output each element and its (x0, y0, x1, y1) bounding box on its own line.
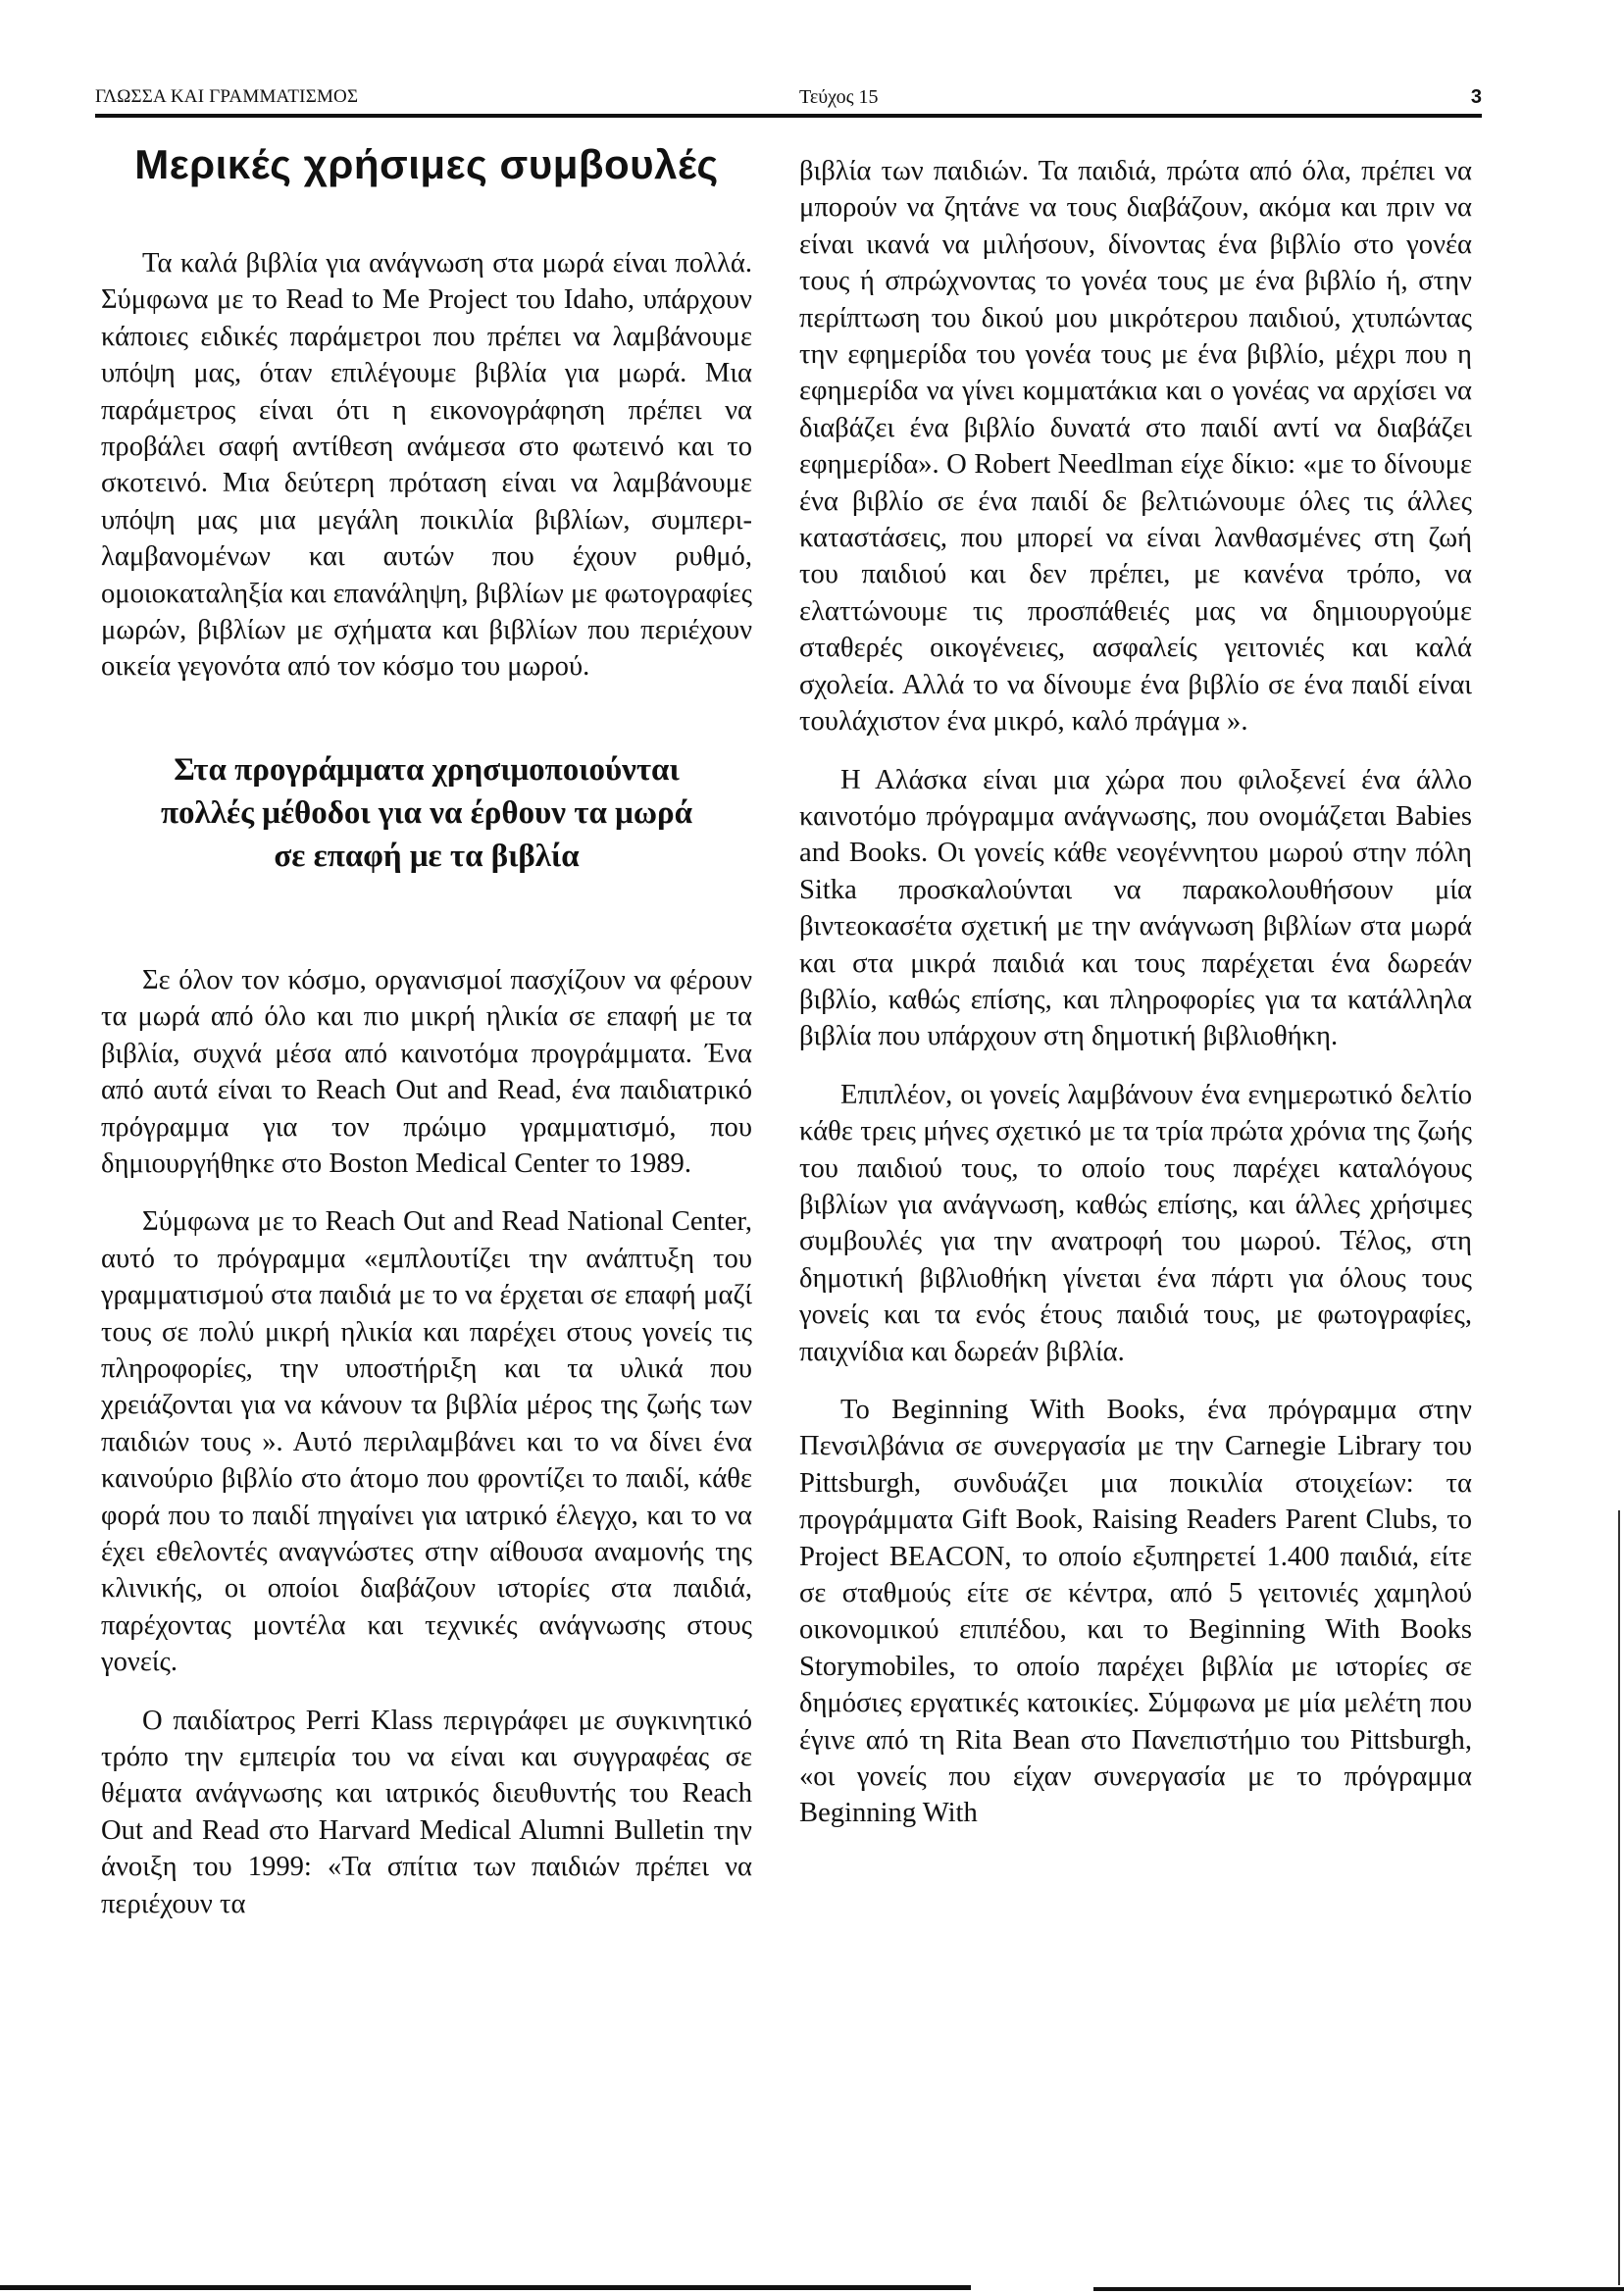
title-line: σε επαφή με τα βιβλία (274, 838, 580, 874)
title-line: Στα προγράμματα χρησιμοποιούνται (174, 751, 680, 788)
paragraph: Το Beginning With Books, ένα πρόγραμμα στην Πενσιλβάνια σε συνεργασία με την Carnegie Library του Pittsburgh, συνδυάζει μια ποικιλία στοιχείων: τα προγράμματα Gift Book, Raising Readers Parent Clubs, το Project BEACON, το οποίο εξυπηρετεί 1.400 παιδιά, είτε σε σταθμούς είτε σε κέντρα, από 5 γειτονιές χαμηλού οικονομικού επιπέδου, και το Beginning With Books Storymobiles, το οποίο παρέχει βιβλία με ιστορίες σε δημόσιες εργατικές κατοικίες. Σύμφωνα με μία μελέτη που έγινε από τη Rita Bean στο Πανεπιστήμιο του Pittsburgh, «οι γονείς που είχαν συνεργασία με το πρόγραμμα Beginning With (799, 1395, 1472, 1829)
paragraph: Η Αλάσκα είναι μια χώρα που φιλοξενεί ένα άλλο καινοτόμο πρόγραμμα ανάγνωσης, που ονομάζεται Babies and Books. Οι γονείς κάθε νεογέννητου μωρού στην πόλη Sitka προσκαλούνται να παρακολουθήσουν μία βιντεοκασέτα σχετική με την ανάγνωση βιβλίων στα μωρά και στα μικρά παιδιά και τους παρέχεται ένα δωρεάν βιβλίο, καθώς επίσης, και πληροφορίες για τα κατάλληλα βιβλία που υπάρχουν στη δημοτική βιβλιοθήκη. (799, 764, 1472, 1052)
right-column (799, 153, 1472, 1832)
paragraph: Τα καλά βιβλία για ανάγνωση στα μωρά είναι πολλά. Σύμφωνα με το Read to Me Project του Idaho, υπάρχουν κάποιες ειδικές παράμετροι που πρέπει να λαμβάνουμε υπόψη μας, όταν επιλέγουμε βιβλία για μωρά. Μια παράμετρος είναι ότι η εικονογράφηση πρέπει να προβάλει σαφή αντίθεση ανάμεσα στο φωτεινό και το σκοτεινό. Μια δεύτερη πρόταση είναι να λαμβάνουμε υπόψη μας μια μεγάλη ποικιλία βιβλίων, συμπεριλαμβανομένων και αυτών που έχουν ρυθμό, ομοιοκαταληξία και επανάληψη, βιβλίων με φωτογραφίες μωρών, βιβλίων με σχήματα και βιβλίων που περιέχουν οικεία γεγονότα από τον κόσμο του μωρού. (101, 248, 752, 683)
title-line: πολλές μέθοδοι για να έρθουν τα μωρά (160, 794, 693, 831)
article-title-programs (101, 748, 752, 878)
paragraph: Σύμφωνα με το Reach Out and Read National Center, αυτό το πρόγραμμα «εμπλουτίζει την ανάπτυξη του γραμματισμού στα παιδιά με το να έρχεται σε επαφή μαζί τους σε πολύ μικρή ηλικία και παρέχει στους γονείς τις πληροφορίες, την υποστήριξη και τα υλικά που χρειάζονται για να κάνουν τα βιβλία μέρος της ζωής των παιδιών τους ». Αυτό περιλαμβάνει και το να δίνει ένα καινούριο βιβλίο στο άτομο που φροντίζει το παιδί, κάθε φορά που το παιδί πηγαίνει για ιατρικό έλεγχο, και το να έχει εθελοντές αναγνώστες στην αίθουσα αναμονής της κλινικής, οι οποίοι διαβάζουν ιστορίες στα παιδιά, παρέχοντας μοντέλα και τεχνικές ανάγνωσης στους γονείς. (101, 1206, 752, 1678)
running-header (95, 86, 1482, 116)
scan-edge (1618, 1510, 1620, 2285)
paragraph: Ο παιδίατρος Perri Klass περιγράφει με συγκινητικό τρόπο την εμπειρία του να είναι και συγγραφέας σε θέματα ανάγνωσης και ιατρικός διευθυντής του Reach Out and Read στο Harvard Medical Alumni Bulletin την άνοιξη του 1999: «Τα σπίτια των παιδιών πρέπει να περιέχουν τα (101, 1705, 752, 1919)
left-column (101, 137, 752, 1922)
article-title-tips: Μερικές χρήσιμες συμβουλές (134, 141, 719, 187)
paragraph-continued: βιβλία των παιδιών. Τα παιδιά, πρώτα από όλα, πρέπει να μπορούν να ζητάνε να τους διαβάζουν, ακόμα και πριν να είναι ικανά να μιλήσουν, δίνοντας ένα βιβλίο στο γονέα τους ή σπρώχνοντας το γονέα τους με ένα βιβλίο ή, στην περίπτωση του δικού μου μικρότερου παιδιού, χτυπώντας την εφημερίδα του γονέα τους με ένα βιβλίο, μέχρι που η εφημερίδα να γίνει κομματάκια και ο γονέας να αρχίσει να διαβάζει ένα βιβλίο δυνατά στο παιδί αντί να διαβάζει εφημερίδα». Ο Robert Needlman είχε δίκιο: «με το δίνουμε ένα βιβλίο σε ένα παιδί δε βελτιώνουμε όλες τις άλλες καταστάσεις, που μπορεί να είναι λανθασμένες στη ζωή του παιδιού και δεν πρέπει, με κανένα τρόπο, να ελαττώνουμε τις προσπάθειές μας να δημιουργούμε σταθερές οικογένειες, ασφαλείς γειτονιές και καλά σχολεία. Αλλά το να δίνουμε ένα βιβλίο σε ένα παιδί είναι τουλάχιστον ένα μικρό, καλό πράγμα ». (799, 156, 1472, 738)
header-rule (95, 114, 1482, 118)
page-number: 3 (1470, 86, 1482, 108)
journal-title: ΓΛΩΣΣΑ ΚΑΙ ΓΡΑΜΜΑΤΙΣΜΟΣ (95, 86, 359, 107)
scan-bottom-edge (0, 2285, 971, 2290)
issue-number: Τεύχος 15 (799, 86, 879, 108)
paragraph: Σε όλον τον κόσμο, οργανισμοί πασχίζουν να φέρουν τα μωρά από όλο και πιο μικρή ηλικία σε επαφή με τα βιβλία, συχνά μέσα από καινοτόμα προγράμματα. Ένα από αυτά είναι το Reach Out and Read, ένα παιδιατρικό πρόγραμμα για τον πρώιμο γραμματισμό, που δημιουργήθηκε στο Boston Medical Center το 1989. (101, 964, 752, 1179)
paragraph: Επιπλέον, οι γονείς λαμβάνουν ένα ενημερωτικό δελτίο κάθε τρεις μήνες σχετικό με τα τρία πρώτα χρόνια της ζωής του παιδιού τους, το οποίο τους παρέχει καταλόγους βιβλίων για ανάγνωση, καθώς επίσης, και άλλες χρήσιμες συμβουλές για την ανατροφή του μωρού. Τέλος, στη δημοτική βιβλιοθήκη γίνεται ένα πάρτι για όλους τους γονείς και τα ενός έτους παιδιά τους, με φωτογραφίες, παιχνίδια και δωρεάν βιβλία. (799, 1079, 1472, 1367)
scan-bottom-edge (1093, 2287, 1624, 2291)
